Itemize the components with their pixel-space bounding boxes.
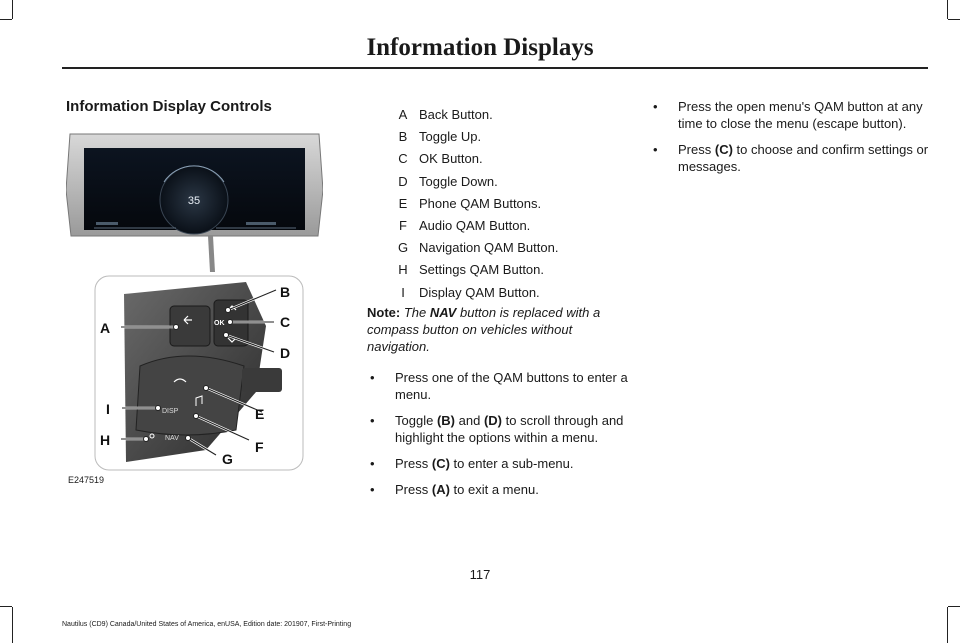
crop-mark <box>948 19 960 20</box>
instructions-list-continued <box>648 98 933 184</box>
section-heading: Information Display Controls <box>66 98 272 115</box>
crop-mark <box>947 607 948 643</box>
controls-figure <box>66 130 323 472</box>
list-item: • Press (A) to exit a menu. <box>365 481 635 498</box>
list-item: • Press the open menu's QAM button at any time to close the menu (escape button). <box>648 98 933 132</box>
legend-item: I Display QAM Button. <box>401 284 540 300</box>
callout-b: B <box>280 284 291 300</box>
steering-wheel-inset <box>95 276 303 470</box>
figure-id: E247519 <box>68 475 105 485</box>
callout-f: F <box>255 439 264 455</box>
crop-mark <box>0 606 12 607</box>
legend-item: G Navigation QAM Button. <box>397 240 559 256</box>
callout-i: I <box>106 401 110 417</box>
legend-item: B Toggle Up. <box>398 129 482 145</box>
list-item: • Press (C) to choose and confirm settings or messages. <box>648 141 933 175</box>
disp-button-label: DISP <box>162 408 179 415</box>
crop-mark <box>12 0 13 19</box>
note-paragraph <box>367 304 635 355</box>
legend-item: E Phone QAM Buttons. <box>398 195 542 211</box>
callout-legend <box>383 107 643 307</box>
crop-mark <box>12 607 13 643</box>
legend-item: C OK Button. <box>398 151 483 167</box>
speed-readout: 35 <box>187 195 201 207</box>
legend-item: D Toggle Down. <box>398 173 498 189</box>
callout-d: D <box>280 345 291 361</box>
page-number: 117 <box>469 567 491 582</box>
note-post: button is replaced with a compass button on vehicles without navigation. <box>367 305 601 354</box>
callout-c: C <box>280 314 291 330</box>
note-emphasis: NAV <box>429 305 457 320</box>
crop-mark <box>948 606 960 607</box>
header-rule <box>62 67 928 69</box>
instrument-cluster <box>66 134 323 236</box>
page-title: Information Displays <box>366 34 594 61</box>
list-item: • Toggle (B) and (D) to scroll through and highlight the options within a menu. <box>365 412 635 446</box>
callout-a: A <box>100 320 111 336</box>
list-item: • Press (C) to enter a sub-menu. <box>365 455 635 472</box>
nav-button-label: NAV <box>165 435 179 442</box>
callout-e: E <box>255 406 265 422</box>
footer-edition: Nautilus (CD9) Canada/United States of America, enUSA, Edition date: 201907, First-Printing <box>62 621 352 628</box>
note-label: Note: <box>367 305 401 320</box>
pointer-arrow <box>208 236 215 272</box>
callout-g: G <box>222 451 233 467</box>
legend-item: H Settings QAM Button. <box>398 262 545 278</box>
callout-h: H <box>100 432 111 448</box>
legend-item: F Audio QAM Button. <box>399 217 531 233</box>
crop-mark <box>0 19 12 20</box>
list-item: • Press one of the QAM buttons to enter a menu. <box>365 369 635 403</box>
note-pre: The <box>403 305 427 320</box>
instructions-list <box>365 369 635 507</box>
crop-mark <box>947 0 948 19</box>
legend-item: A Back Button. <box>398 107 493 122</box>
ok-button-label: OK <box>214 320 225 327</box>
